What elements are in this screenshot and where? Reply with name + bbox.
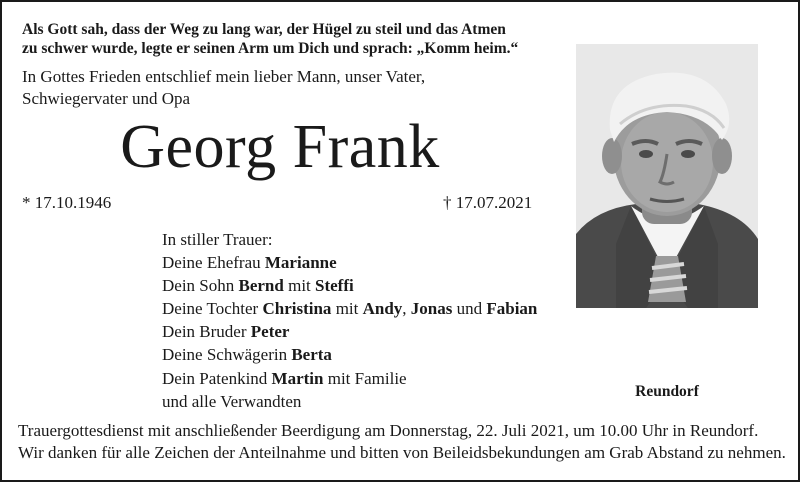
mourner-relation: Deine Schwägerin: [162, 345, 292, 365]
death-date: † 17.07.2021: [443, 193, 533, 212]
mourner-relation: Dein Patenkind: [162, 368, 272, 388]
memorial-quote: [22, 20, 582, 58]
mourner-name: Bernd: [238, 276, 284, 296]
mourner-name: Fabian: [486, 299, 538, 319]
mourner-name: Berta: [291, 345, 332, 365]
mourner-line: [162, 274, 582, 297]
mourner-relation: In stiller Trauer:: [162, 230, 273, 249]
mourner-line: [162, 320, 582, 343]
mourner-name: Andy: [362, 299, 403, 319]
mourner-relation: ,: [402, 299, 411, 319]
deceased-name: Georg Frank: [120, 113, 440, 181]
mourner-relation: Deine Ehefrau: [162, 253, 265, 273]
place-label: Reundorf: [635, 383, 699, 400]
mourner-line: [162, 390, 582, 413]
mourner-name: Martin: [271, 368, 324, 388]
quote-line-2: zu schwer wurde, legte er seinen Arm um Dich und sprach: „Komm heim.“: [22, 40, 519, 57]
mourner-line: [162, 297, 582, 320]
mourner-line: [162, 343, 582, 366]
mourner-name: Christina: [262, 299, 332, 319]
birth-date: * 17.10.1946: [22, 193, 112, 212]
mourner-line: [162, 228, 582, 251]
thanks-line: Wir danken für alle Zeichen der Anteilnahme und bitten von Beileidsbekundungen am Grab Abstand zu nehmen.: [18, 443, 786, 462]
mourners-list: [162, 228, 582, 413]
intro-text: [22, 66, 542, 110]
mourner-name: Peter: [250, 322, 290, 342]
mourner-name: Marianne: [264, 253, 337, 273]
service-line: Trauergottesdienst mit anschließender Beerdigung am Donnerstag, 22. Juli 2021, um 10.00 Uhr in Reundorf.: [18, 421, 759, 440]
portrait-photo-graphic: [576, 44, 758, 308]
mourner-relation: Deine Tochter: [162, 299, 263, 319]
mourner-relation: mit: [283, 276, 316, 296]
mourner-relation: Dein Bruder: [162, 322, 251, 342]
mourner-name: Steffi: [315, 276, 354, 296]
mourner-line: [162, 367, 582, 390]
mourner-relation: mit Familie: [323, 368, 407, 388]
intro-line-2: Schwiegervater und Opa: [22, 89, 191, 108]
mourner-line: [162, 251, 582, 274]
intro-line-1: In Gottes Frieden entschlief mein lieber Mann, unser Vater,: [22, 67, 426, 86]
service-notice: [18, 420, 788, 464]
mourner-relation: mit: [331, 299, 363, 319]
quote-line-1: Als Gott sah, dass der Weg zu lang war, der Hügel zu steil und das Atmen: [22, 21, 506, 38]
mourner-relation: Dein Sohn: [162, 276, 239, 296]
mourner-name: Jonas: [410, 299, 453, 319]
portrait-photo-icon: [576, 44, 758, 308]
mourner-relation: und: [452, 299, 487, 319]
mourner-relation: und alle Verwandten: [162, 391, 302, 411]
